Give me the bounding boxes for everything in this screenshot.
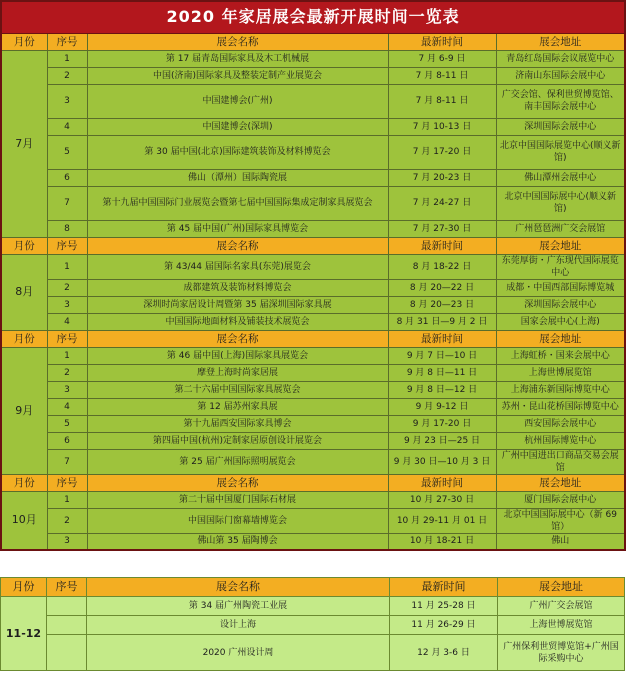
- exhibition-time: 10 月 29-11 月 01 日: [388, 508, 496, 533]
- header-exhibition-name: 展会名称: [87, 474, 388, 491]
- header-row: [1, 578, 625, 597]
- exhibition-name: 佛山（潭州）国际陶瓷展: [87, 169, 388, 186]
- table-row: [1, 169, 625, 186]
- exhibition-name: 第 30 届中国(北京)国际建筑装饰及材料博览会: [87, 135, 388, 169]
- table-row: [1, 533, 625, 550]
- table-row: [1, 364, 625, 381]
- row-number: 3: [47, 381, 87, 398]
- header-venue: 展会地址: [496, 474, 625, 491]
- exhibition-time: 9 月 7 日—10 日: [388, 347, 496, 364]
- exhibition-venue: 广州琶琶洲广交会展馆: [496, 220, 625, 237]
- exhibition-name: 设计上海: [87, 616, 390, 635]
- month-cell: 8月: [1, 254, 47, 330]
- exhibition-venue: 上海虹桥・国来会展中心: [496, 347, 625, 364]
- header-number: 序号: [47, 33, 87, 50]
- exhibition-time: 8 月 18-22 日: [388, 254, 496, 279]
- exhibition-name: 第十九届西安国际家具博会: [87, 415, 388, 432]
- exhibition-venue: 济南山东国际会展中心: [496, 67, 625, 84]
- row-number: 3: [47, 533, 87, 550]
- row-number: 4: [47, 313, 87, 330]
- header-row: [1, 33, 625, 50]
- exhibition-name: 第 17 届青岛国际家具及木工机械展: [87, 50, 388, 67]
- exhibition-name: 第 45 届中国(广州)国际家具博览会: [87, 220, 388, 237]
- exhibition-venue: 厦门国际会展中心: [496, 491, 625, 508]
- row-number: 1: [47, 491, 87, 508]
- row-number: 6: [47, 169, 87, 186]
- exhibition-name: 第 12 届苏州家具展: [87, 398, 388, 415]
- row-number: 2: [47, 279, 87, 296]
- exhibition-time: 9 月 8 日—11 日: [388, 364, 496, 381]
- header-exhibition-name: 展会名称: [87, 578, 390, 597]
- row-number: 4: [47, 118, 87, 135]
- header-latest-time: 最新时间: [390, 578, 498, 597]
- exhibition-venue: 杭州国际博览中心: [496, 432, 625, 449]
- header-latest-time: 最新时间: [388, 330, 496, 347]
- table-row: [1, 254, 625, 279]
- table-row: [1, 347, 625, 364]
- header-month: 月份: [1, 330, 47, 347]
- nov-dec-table: [0, 577, 625, 671]
- exhibition-name: 佛山第 35 届陶博会: [87, 533, 388, 550]
- header-latest-time: 最新时间: [388, 474, 496, 491]
- table-row: [1, 381, 625, 398]
- row-number: 4: [47, 398, 87, 415]
- row-number: 2: [47, 364, 87, 381]
- month-cell: 7月: [1, 50, 47, 237]
- month-cell: 10月: [1, 491, 47, 550]
- table-row: [1, 313, 625, 330]
- exhibition-name: 2020 广州设计周: [87, 635, 390, 671]
- exhibition-name: 成都建筑及装饰材料博览会: [87, 279, 388, 296]
- table-row: [1, 398, 625, 415]
- exhibition-time: 10 月 18-21 日: [388, 533, 496, 550]
- row-number: 3: [47, 84, 87, 118]
- table-row: [1, 186, 625, 220]
- header-number: 序号: [47, 330, 87, 347]
- exhibition-time: 8 月 31 日—9 月 2 日: [388, 313, 496, 330]
- exhibition-time: 9 月 9-12 日: [388, 398, 496, 415]
- exhibition-time: 9 月 8 日—12 日: [388, 381, 496, 398]
- exhibition-time: 9 月 23 日—25 日: [388, 432, 496, 449]
- row-number: 2: [47, 67, 87, 84]
- exhibition-name: 第 46 届中国(上海)国际家具展览会: [87, 347, 388, 364]
- exhibition-venue: 成都・中国西部国际博览城: [496, 279, 625, 296]
- header-latest-time: 最新时间: [388, 237, 496, 254]
- header-venue: 展会地址: [496, 237, 625, 254]
- exhibition-name: 中国国际地面材料及铺装技术展览会: [87, 313, 388, 330]
- exhibition-time: 9 月 30 日—10 月 3 日: [388, 449, 496, 474]
- header-month: 月份: [1, 33, 47, 50]
- table-row: [1, 84, 625, 118]
- row-number: 8: [47, 220, 87, 237]
- exhibition-venue: 上海浦东新国际博览中心: [496, 381, 625, 398]
- title-row: [1, 1, 625, 33]
- table-row: [1, 432, 625, 449]
- header-exhibition-name: 展会名称: [87, 237, 388, 254]
- exhibition-venue: 广州中国进出口商品交易会展馆: [496, 449, 625, 474]
- exhibition-time: 7 月 6-9 日: [388, 50, 496, 67]
- table-row: [1, 296, 625, 313]
- exhibition-time: 9 月 17-20 日: [388, 415, 496, 432]
- row-number: 1: [47, 347, 87, 364]
- exhibition-time: 11 月 26-29 日: [390, 616, 498, 635]
- header-venue: 展会地址: [496, 330, 625, 347]
- exhibition-name: 第二十六届中国国际家具展览会: [87, 381, 388, 398]
- exhibition-venue: 青岛红岛国际会议展览中心: [496, 50, 625, 67]
- exhibition-venue: 上海世博展览馆: [498, 616, 625, 635]
- exhibition-venue: 深圳国际会展中心: [496, 118, 625, 135]
- month-cell: 9月: [1, 347, 47, 474]
- exhibition-venue: 广州广交会展馆: [498, 597, 625, 616]
- table-row: [1, 220, 625, 237]
- exhibition-time: 7 月 8-11 日: [388, 84, 496, 118]
- header-row: [1, 474, 625, 491]
- exhibition-venue: 国家会展中心(上海): [496, 313, 625, 330]
- exhibition-time: 7 月 17-20 日: [388, 135, 496, 169]
- exhibition-name: 第 25 届广州国际照明展览会: [87, 449, 388, 474]
- row-number: 5: [47, 135, 87, 169]
- exhibition-name: 第 34 届广州陶瓷工业展: [87, 597, 390, 616]
- table-row: [1, 491, 625, 508]
- header-venue: 展会地址: [496, 33, 625, 50]
- exhibition-time: 8 月 20—22 日: [388, 279, 496, 296]
- exhibition-name: 中国国际门窗幕墙博览会: [87, 508, 388, 533]
- exhibition-time: 8 月 20—23 日: [388, 296, 496, 313]
- table-row: [1, 67, 625, 84]
- exhibition-name: 深圳时尚家居设计周暨第 35 届深圳国际家具展: [87, 296, 388, 313]
- row-number: [47, 635, 87, 671]
- table-row: [1, 135, 625, 169]
- exhibition-venue: 苏州・昆山花桥国际博览中心: [496, 398, 625, 415]
- table-row: [1, 616, 625, 635]
- exhibition-venue: 北京中国国际展中心（新 69 馆）: [496, 508, 625, 533]
- row-number: 7: [47, 449, 87, 474]
- table-row: [1, 118, 625, 135]
- row-number: 2: [47, 508, 87, 533]
- exhibition-time: 7 月 10-13 日: [388, 118, 496, 135]
- header-number: 序号: [47, 474, 87, 491]
- exhibition-time: 7 月 24-27 日: [388, 186, 496, 220]
- exhibition-name: 第十九届中国国际门业展览会暨第七届中国国际集成定制家具展览会: [87, 186, 388, 220]
- exhibition-time: 11 月 25-28 日: [390, 597, 498, 616]
- header-number: 序号: [47, 237, 87, 254]
- header-month: 月份: [1, 474, 47, 491]
- exhibition-venue: 东莞厚街・广东现代国际展览中心: [496, 254, 625, 279]
- exhibition-name: 第二十届中国厦门国际石材展: [87, 491, 388, 508]
- row-number: [47, 597, 87, 616]
- exhibition-venue: 西安国际会展中心: [496, 415, 625, 432]
- exhibition-name: 中国(济南)国际家具及整装定制产业展览会: [87, 67, 388, 84]
- exhibition-venue: 深圳国际会展中心: [496, 296, 625, 313]
- header-row: [1, 237, 625, 254]
- header-latest-time: 最新时间: [388, 33, 496, 50]
- table-row: [1, 415, 625, 432]
- row-number: 1: [47, 254, 87, 279]
- exhibition-venue: 佛山潭州会展中心: [496, 169, 625, 186]
- table-row: [1, 508, 625, 533]
- row-number: 5: [47, 415, 87, 432]
- exhibition-venue: 北京中国国际展中心(顺义新馆): [496, 186, 625, 220]
- exhibition-venue: 北京中国国际展览中心(顺义新馆): [496, 135, 625, 169]
- exhibition-time: 7 月 20-23 日: [388, 169, 496, 186]
- exhibition-venue: 广交会馆、保利世贸博览馆、南丰国际会展中心: [496, 84, 625, 118]
- exhibition-time: 12 月 3-6 日: [390, 635, 498, 671]
- header-month: 月份: [1, 578, 47, 597]
- row-number: 6: [47, 432, 87, 449]
- header-row: [1, 330, 625, 347]
- exhibition-time: 7 月 27-30 日: [388, 220, 496, 237]
- exhibition-time: 10 月 27-30 日: [388, 491, 496, 508]
- header-venue: 展会地址: [498, 578, 625, 597]
- table-row: [1, 279, 625, 296]
- header-number: 序号: [47, 578, 87, 597]
- header-exhibition-name: 展会名称: [87, 33, 388, 50]
- exhibition-venue: 广州保利世贸博览馆+广州国际采购中心: [498, 635, 625, 671]
- header-month: 月份: [1, 237, 47, 254]
- exhibition-name: 摩登上海时尚家居展: [87, 364, 388, 381]
- exhibition-venue: 上海世博展览馆: [496, 364, 625, 381]
- exhibition-name: 中国建博会(广州): [87, 84, 388, 118]
- exhibition-name: 第四届中国(杭州)定制家居原创设计展览会: [87, 432, 388, 449]
- header-exhibition-name: 展会名称: [87, 330, 388, 347]
- exhibition-time: 7 月 8-11 日: [388, 67, 496, 84]
- table-row: [1, 597, 625, 616]
- row-number: 7: [47, 186, 87, 220]
- table-row: [1, 449, 625, 474]
- exhibition-name: 第 43/44 届国际名家具(东莞)展览会: [87, 254, 388, 279]
- table-row: [1, 635, 625, 671]
- table-row: [1, 50, 625, 67]
- exhibition-name: 中国建博会(深圳): [87, 118, 388, 135]
- exhibition-venue: 佛山: [496, 533, 625, 550]
- page-title: 2020 年家居展会最新开展时间一览表: [1, 1, 625, 33]
- row-number: [47, 616, 87, 635]
- row-number: 1: [47, 50, 87, 67]
- month-cell: 11-12: [1, 597, 47, 671]
- row-number: 3: [47, 296, 87, 313]
